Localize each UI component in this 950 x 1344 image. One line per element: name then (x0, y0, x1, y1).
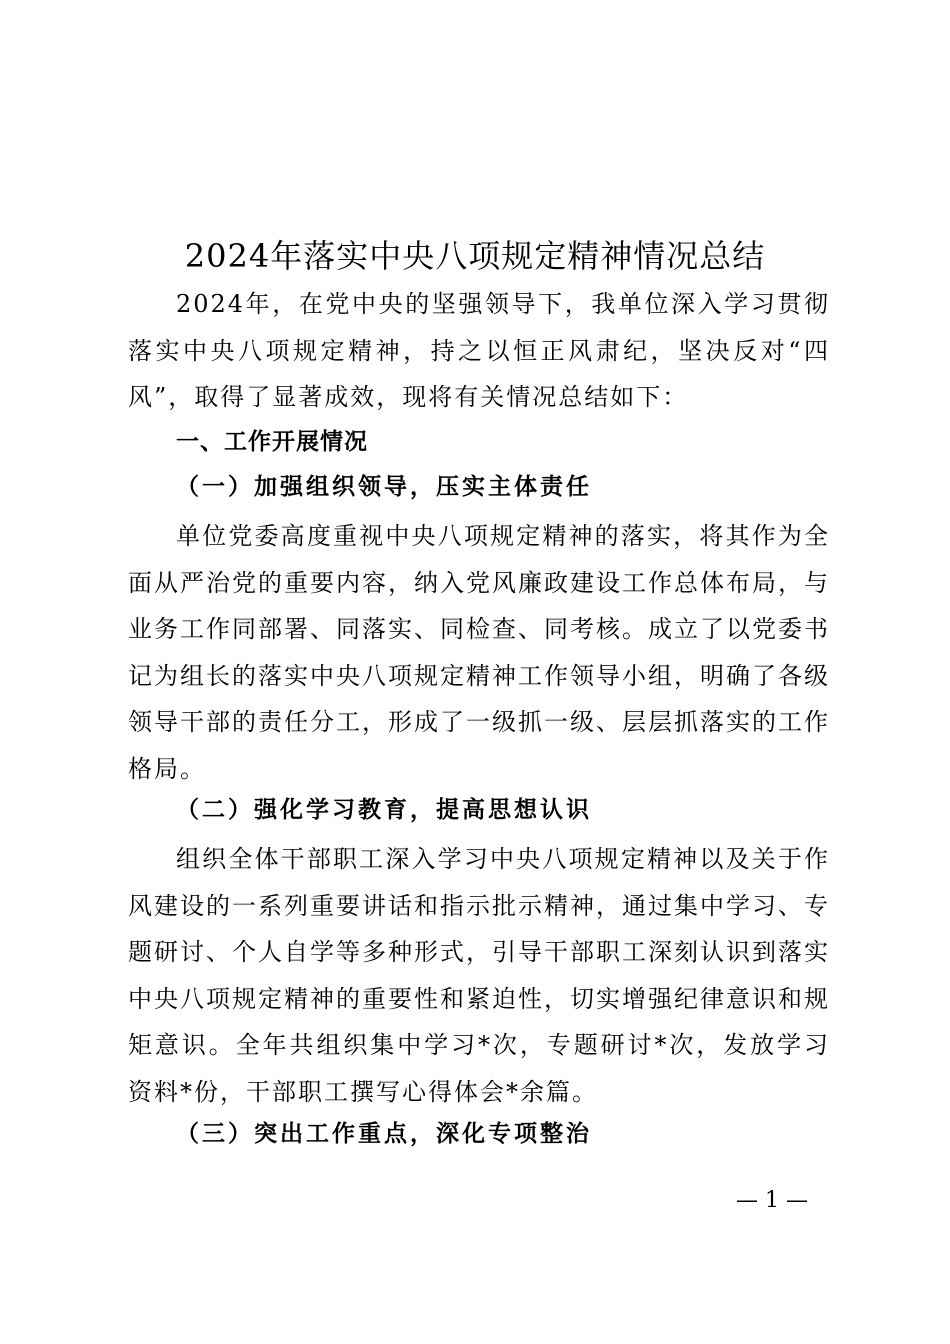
subsection-2-body-block (128, 836, 830, 1115)
section-1-heading: 一、工作开展情况 (176, 429, 368, 455)
subsection-1-heading: （一）加强组织领导，压实主体责任 (176, 473, 592, 500)
subsection-3 (128, 1114, 830, 1154)
document-title: 2024年落实中央八项规定精神情况总结 (184, 237, 766, 275)
intro-paragraph: 2024年，在党中央的坚强领导下，我单位深入学习贯彻落实中央八项规定精神，持之以恒正风肃纪，坚决反对“四风”，取得了显著成效，现将有关情况总结如下： (128, 290, 830, 411)
subsection-2 (128, 790, 830, 830)
subsection-1-body-block (128, 513, 830, 792)
intro-block (128, 281, 830, 421)
page-number: — 1 — (736, 1188, 808, 1213)
subsection-2-body: 组织全体干部职工深入学习中央八项规定精神以及关于作风建设的一系列重要讲话和指示批示精神，通过集中学习、专题研讨、个人自学等多种形式，引导干部职工深刻认识到落实中央八项规定精神的重要性和紧迫性，切实增强纪律意识和规矩意识。全年共组织集中学习*次，专题研讨*次，发放学习资料*份，干部职工撰写心得体会*余篇。 (128, 845, 830, 1106)
subsection-3-heading: （三）突出工作重点，深化专项整治 (176, 1120, 592, 1147)
subsection-1 (128, 467, 830, 507)
subsection-1-body: 单位党委高度重视中央八项规定精神的落实，将其作为全面从严治党的重要内容，纳入党风廉政建设工作总体布局，与业务工作同部署、同落实、同检查、同考核。成立了以党委书记为组长的落实中央八项规定精神工作领导小组，明确了各级领导干部的责任分工，形成了一级抓一级、层层抓落实的工作格局。 (128, 522, 830, 783)
subsection-2-heading: （二）强化学习教育，提高思想认识 (176, 796, 592, 823)
section-1 (128, 422, 830, 462)
